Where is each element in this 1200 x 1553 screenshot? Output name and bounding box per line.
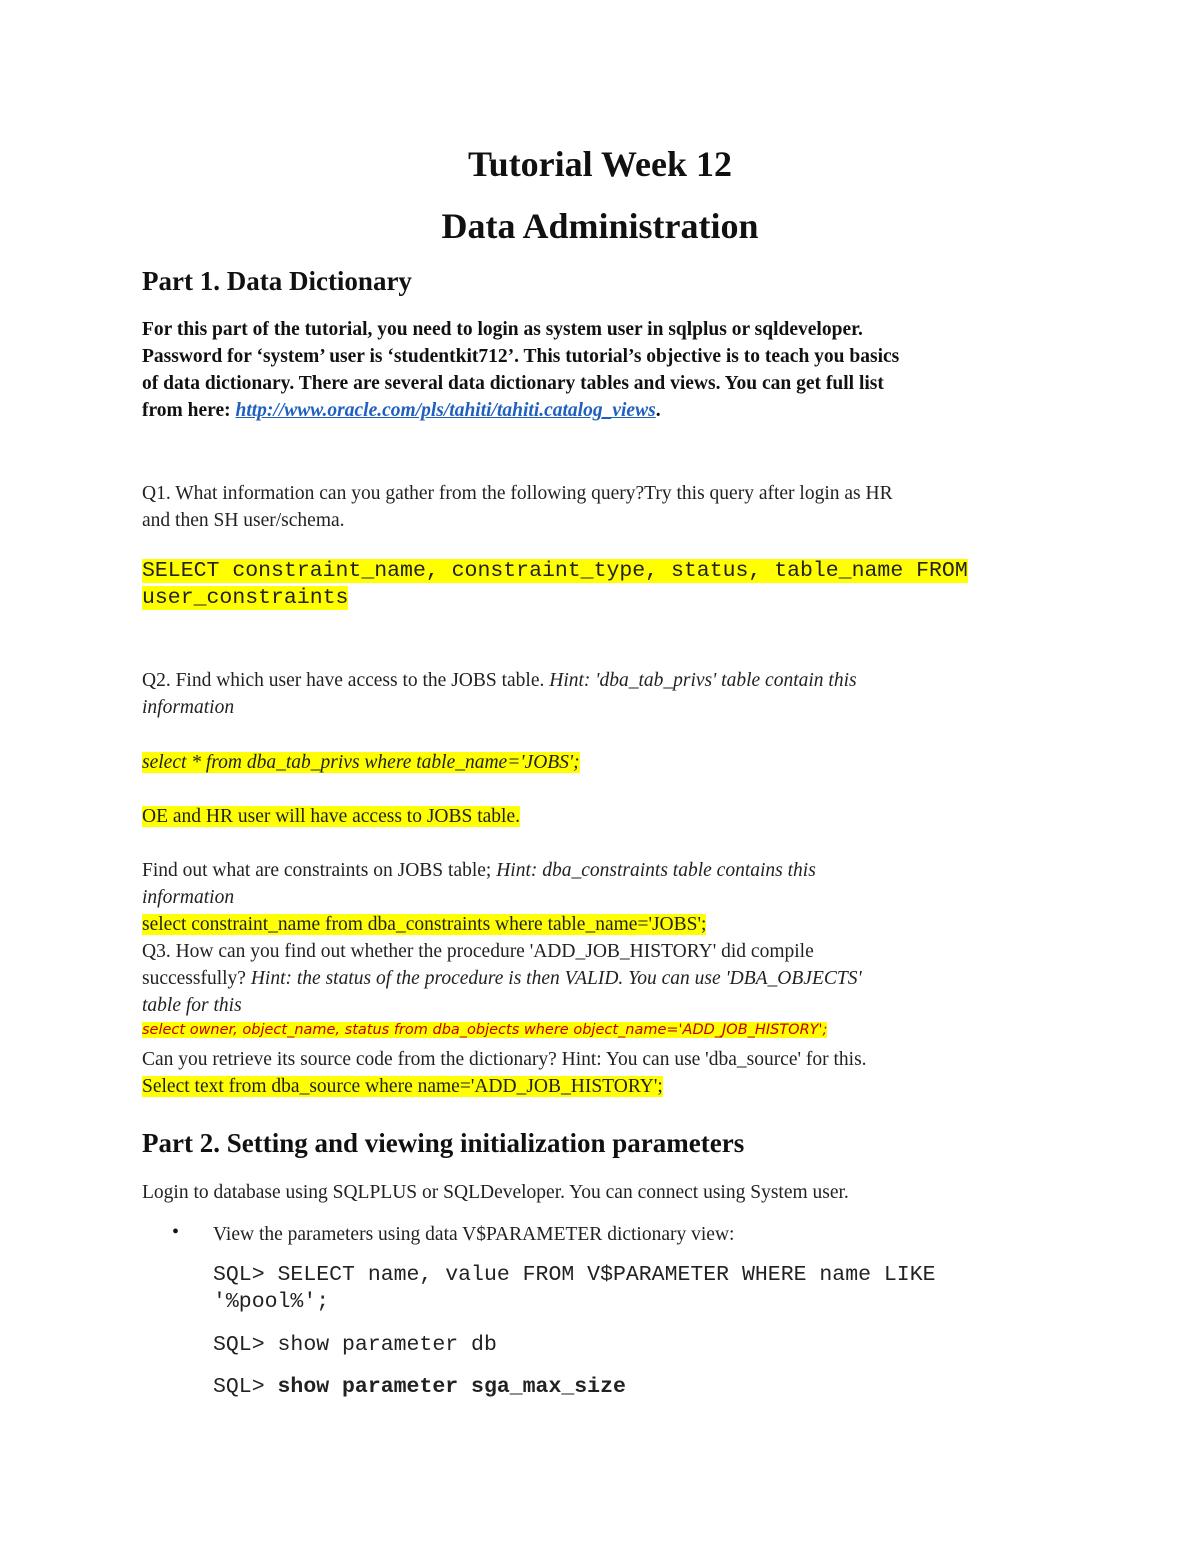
q1-code-text2: user_constraints (142, 586, 349, 610)
sql-query1-line1: SQL> SELECT name, value FROM V$PARAMETER WHERE name LIKE (213, 1263, 936, 1287)
constraints-answer-text: select constraint_name from dba_constraints where table_name='JOBS'; (142, 914, 707, 935)
q2-hint-cont: information (142, 697, 235, 718)
q3-line4: Can you retrieve its source code from the dictionary? Hint: You can use 'dba_source' for this. (142, 1049, 867, 1070)
q1-code-text1: SELECT constraint_name, constraint_type, status, table_name FROM (142, 559, 968, 583)
part2-bullet-text: View the parameters using data V$PARAMETER dictionary view: (213, 1224, 735, 1245)
q3-line3 (142, 992, 242, 1019)
q1-code-line2 (142, 585, 348, 612)
sql-query3-command: show parameter sga_max_size (277, 1375, 626, 1399)
q2-answer-query-text: select * from dba_tab_privs where table_name='JOBS'; (142, 752, 580, 773)
q2-answer-query (142, 749, 580, 776)
q3-hint: Hint: the status of the procedure is then VALID. You can use 'DBA_OBJECTS' (250, 968, 862, 989)
part1-intro-line4 (142, 397, 661, 424)
catalog-views-link[interactable]: http://www.oracle.com/pls/tahiti/tahiti.catalog_views (235, 400, 656, 421)
part1-intro-line1: For this part of the tutorial, you need to login as system user in sqlplus or sqldeveloper. (142, 319, 863, 340)
q3-hint-cont: table for this (142, 995, 242, 1016)
constraints-question: Find out what are constraints on JOBS table; (142, 860, 497, 881)
q3-answer2-text: Select text from dba_source where name='ADD_JOB_HISTORY'; (142, 1076, 663, 1097)
q1-code-line1 (142, 558, 968, 585)
q3-answer2 (142, 1073, 663, 1100)
q3-line1: Q3. How can you find out whether the procedure 'ADD_JOB_HISTORY' did compile (142, 941, 814, 962)
q2-answer (142, 803, 520, 830)
part2-line1: Login to database using SQLPLUS or SQLDeveloper. You can connect using System user. (142, 1182, 849, 1203)
intro-from-here: from here: (142, 400, 236, 421)
part1-intro-line2: Password for ‘system’ user is ‘studentkit712’. This tutorial’s objective is to teach you basics (142, 346, 900, 367)
q2-question: Q2. Find which user have access to the JOBS table. (142, 670, 550, 691)
q2-hint: Hint: 'dba_tab_privs' table contain this (549, 670, 857, 691)
title-week: Tutorial Week 12 (467, 144, 733, 184)
part1-intro-line3: of data dictionary. There are several data dictionary tables and views. You can get full list (142, 373, 884, 394)
q3-answer1 (142, 1021, 827, 1039)
part1-heading: Part 1. Data Dictionary (142, 266, 412, 296)
constraints-answer (142, 911, 706, 938)
intro-period: . (655, 400, 661, 421)
q1-line1: Q1. What information can you gather from the following query?Try this query after login as HR (142, 483, 893, 504)
q2-answer-text: OE and HR user will have access to JOBS table. (142, 806, 521, 827)
part2-heading: Part 2. Setting and viewing initialization parameters (142, 1128, 745, 1158)
q2-line1 (142, 667, 857, 694)
constraints-hint: Hint: dba_constraints table contains this (496, 860, 816, 881)
title-subject: Data Administration (441, 206, 759, 246)
q1-line2: and then SH user/schema. (142, 510, 345, 531)
sql-prompt: SQL> (213, 1375, 278, 1399)
q2-line2 (142, 694, 234, 721)
constraints-line1 (142, 857, 816, 884)
sql-query1-line2: '%pool%'; (213, 1290, 330, 1314)
sql-query2: SQL> show parameter db (213, 1333, 497, 1357)
constraints-line2 (142, 884, 234, 911)
constraints-hint-cont: information (142, 887, 235, 908)
q3-line2 (142, 965, 862, 992)
q3-answer1-text: select owner, object_name, status from dba_objects where object_name='ADD_JOB_HISTORY'; (142, 1022, 828, 1038)
q3-question-cont: successfully? (142, 968, 251, 989)
sql-query3 (213, 1374, 626, 1401)
bullet-icon: • (172, 1221, 180, 1243)
